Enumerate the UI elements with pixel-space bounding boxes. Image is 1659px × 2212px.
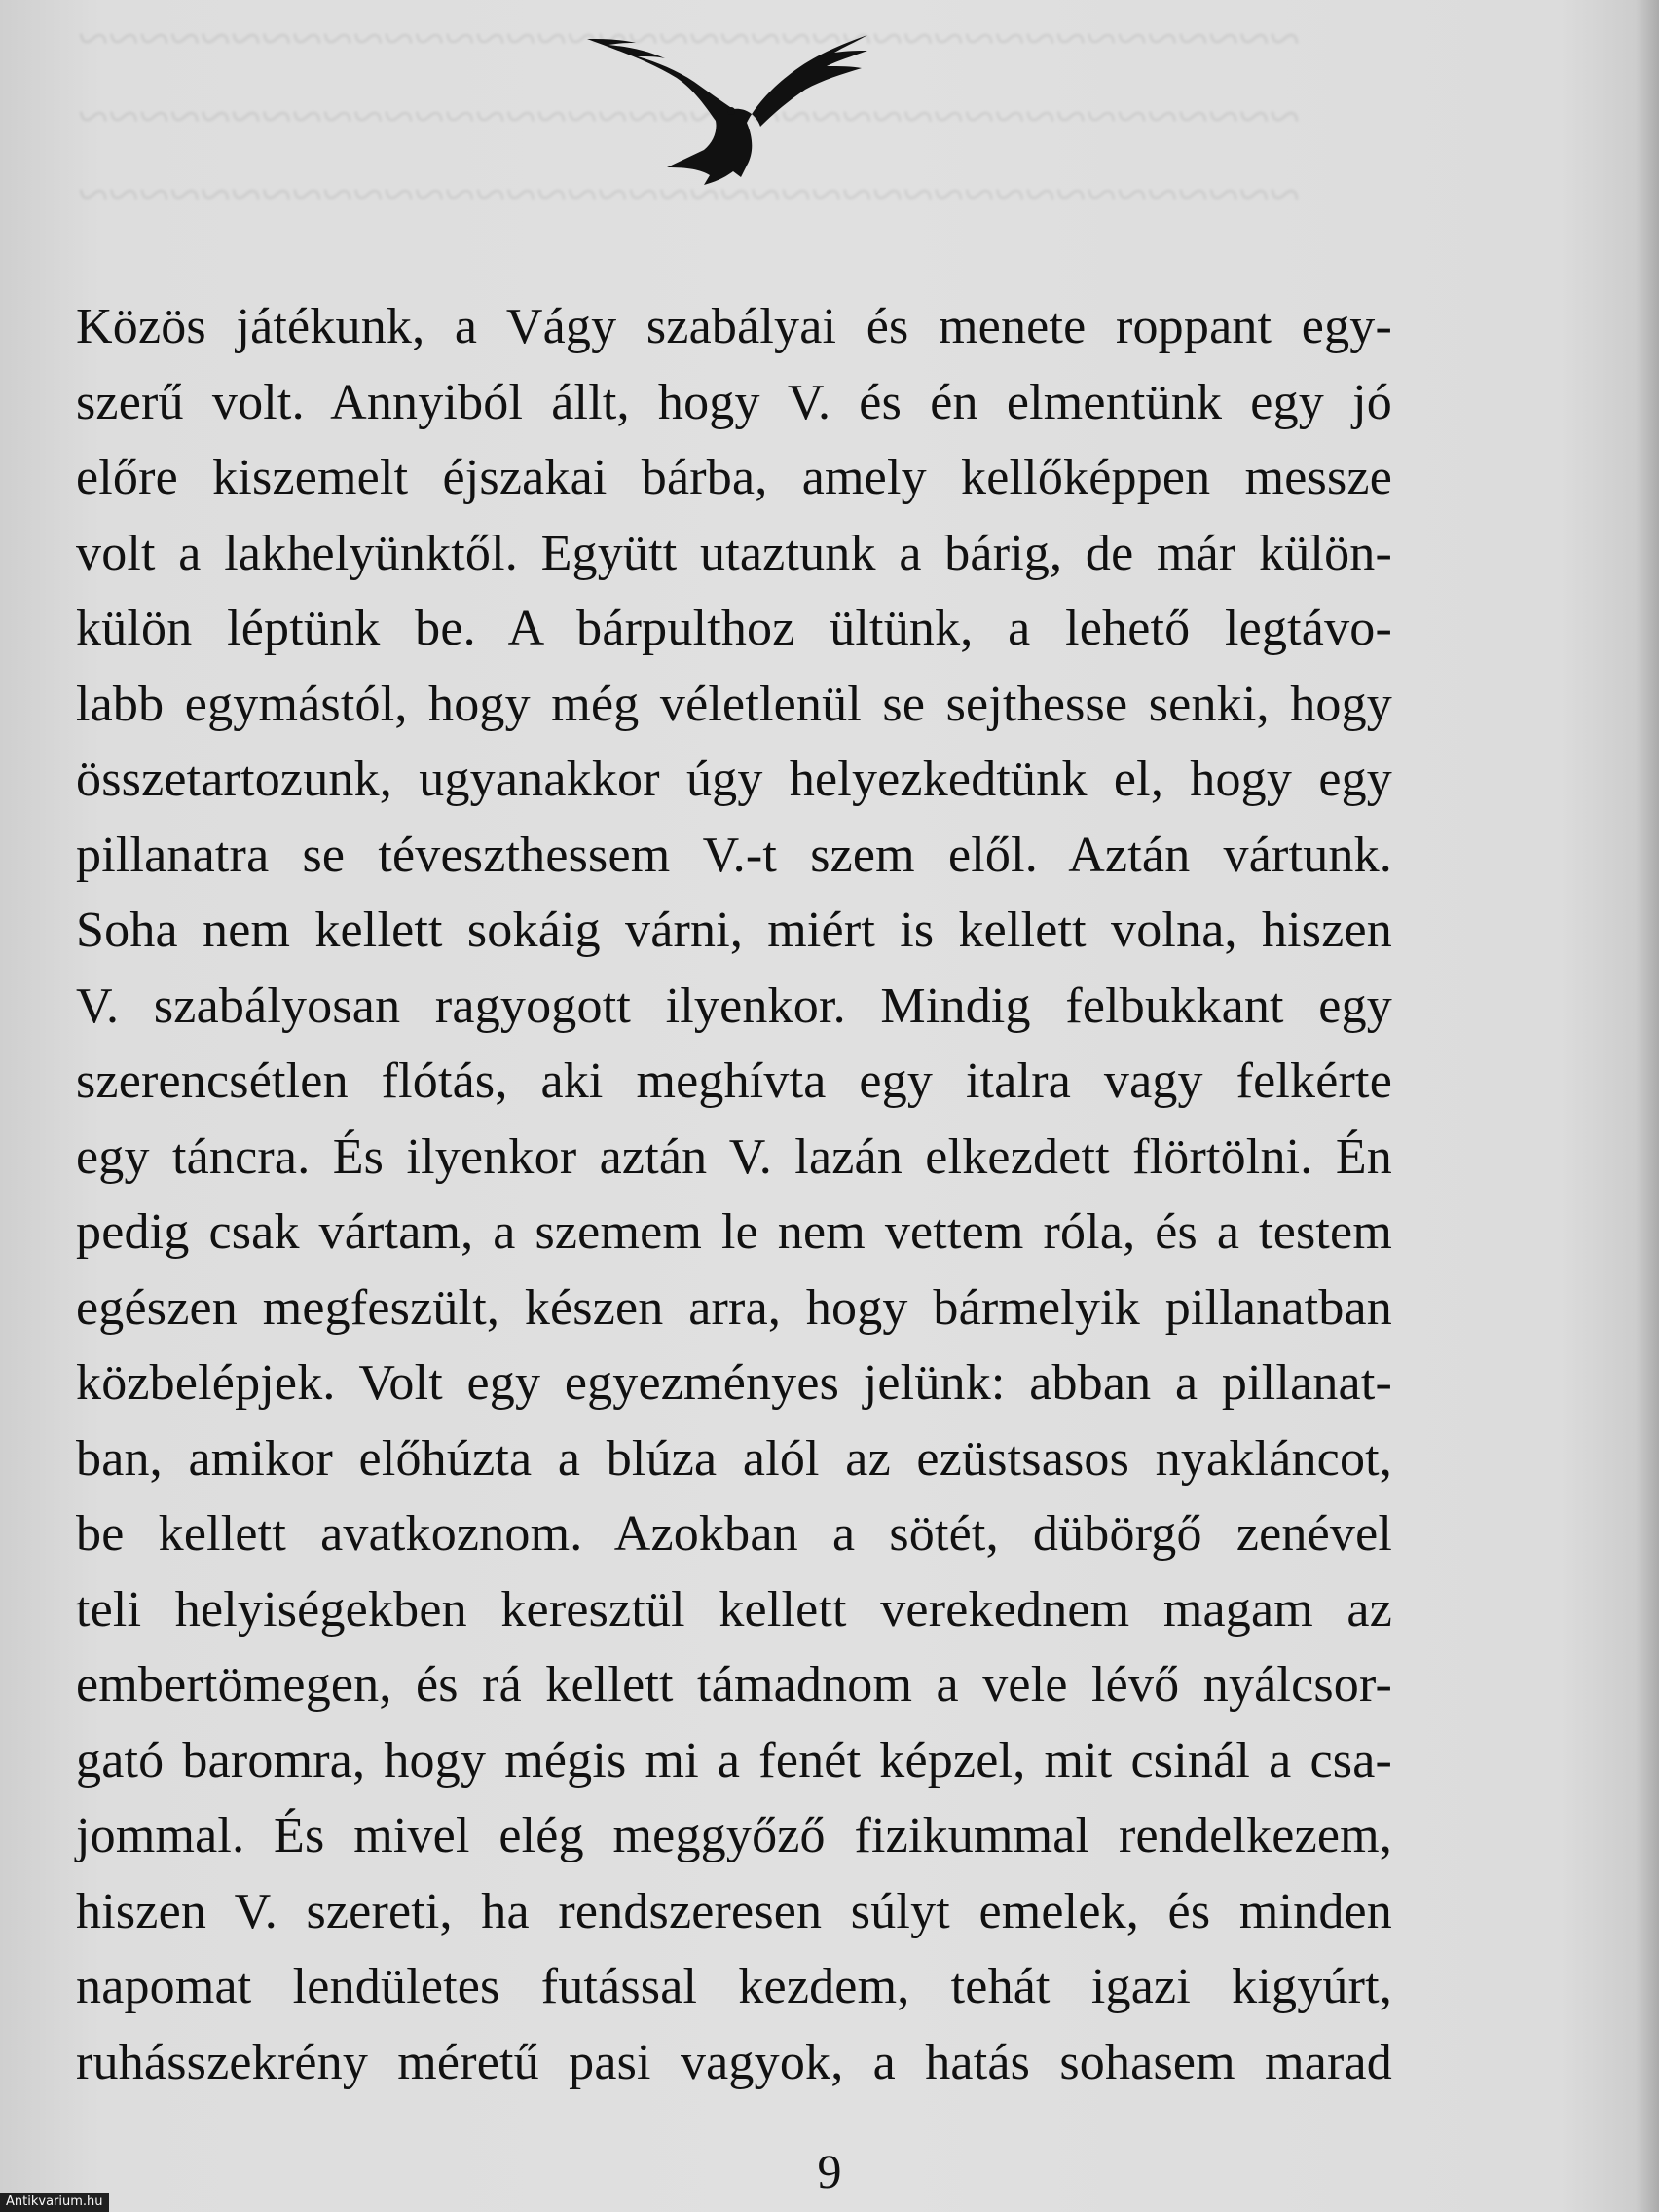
text-line: előre kiszemelt éjszakai bárba, amely kellőképpen messze <box>76 450 1392 505</box>
page-number: 9 <box>817 2144 842 2198</box>
show-through-text: ~~~~~~~~~~~~~~~~~~~~~~~~~~~~~~~~~~~~~~~~ ~~~~~~~~~~~~~~~~~~~~~~~~~~~~~~~~~~~~~~~~ ~~~~~~~~~~~~~~~~~~~~~~~~~~~~~~~~~~~~~~~~ <box>78 7 1301 226</box>
text-line: egy táncra. És ilyenkor aztán V. lazán elkezdett flörtölni. Én <box>76 1128 1392 1185</box>
text-line: be kellett avatkoznom. Azokban a sötét, dübörgő zenével <box>76 1506 1392 1562</box>
text-line: pedig csak vártam, a szemem le nem vettem róla, és a testem <box>76 1204 1392 1260</box>
eagle-icon <box>579 21 871 197</box>
text-line: labb egymástól, hogy még véletlenül se sejthesse senki, hogy <box>76 676 1392 732</box>
text-line: ban, amikor előhúzta a blúza alól az ezüstsasos nyakláncot, <box>76 1430 1392 1487</box>
text-line: Közös játékunk, a Vágy szabályai és menete roppant egy- <box>76 299 1392 354</box>
text-line: gató baromra, hogy mégis mi a fenét képzel, mit csinál a csa- <box>76 1732 1392 1788</box>
text-line: közbelépjek. Volt egy egyezményes jelünk: abban a pillanat- <box>76 1355 1392 1411</box>
text-line: teli helyiségekben keresztül kellett verekednem magam az <box>76 1581 1392 1638</box>
text-line: V. szabályosan ragyogott ilyenkor. Mindig felbukkant egy <box>76 977 1392 1034</box>
text-line: jommal. És mivel elég meggyőző fizikummal rendelkezem, <box>76 1808 1392 1863</box>
text-line: embertömegen, és rá kellett támadnom a vele lévő nyálcsor- <box>76 1657 1392 1713</box>
text-line: ruhásszekrény méretű pasi vagyok, a hatás sohasem marad <box>76 2034 1392 2090</box>
text-line: szerencsétlen flótás, aki meghívta egy italra vagy felkérte <box>76 1053 1392 1109</box>
text-line: összetartozunk, ugyanakkor úgy helyezkedtünk el, hogy egy <box>76 752 1392 807</box>
text-line: egészen megfeszült, készen arra, hogy bármelyik pillanatban <box>76 1279 1392 1336</box>
text-line: volt a lakhelyünktől. Együtt utaztunk a bárig, de már külön- <box>76 525 1392 581</box>
text-line: hiszen V. szereti, ha rendszeresen súlyt emelek, és minden <box>76 1883 1392 1939</box>
body-text <box>76 289 1392 2100</box>
text-line: pillanatra se téveszthessem V.-t szem elől. Aztán vártunk. <box>76 827 1392 883</box>
text-line: napomat lendületes futással kezdem, tehát igazi kigyúrt, <box>76 1959 1392 2014</box>
text-line: szerű volt. Annyiból állt, hogy V. és én elmentünk egy jó <box>76 374 1392 430</box>
watermark: Antikvarium.hu <box>0 2193 109 2212</box>
text-line: külön léptünk be. A bárpulthoz ültünk, a lehető legtávo- <box>76 601 1392 656</box>
text-line: Soha nem kellett sokáig várni, miért is kellett volna, hiszen <box>76 903 1392 958</box>
page-edge-shadow <box>1636 0 1659 2212</box>
